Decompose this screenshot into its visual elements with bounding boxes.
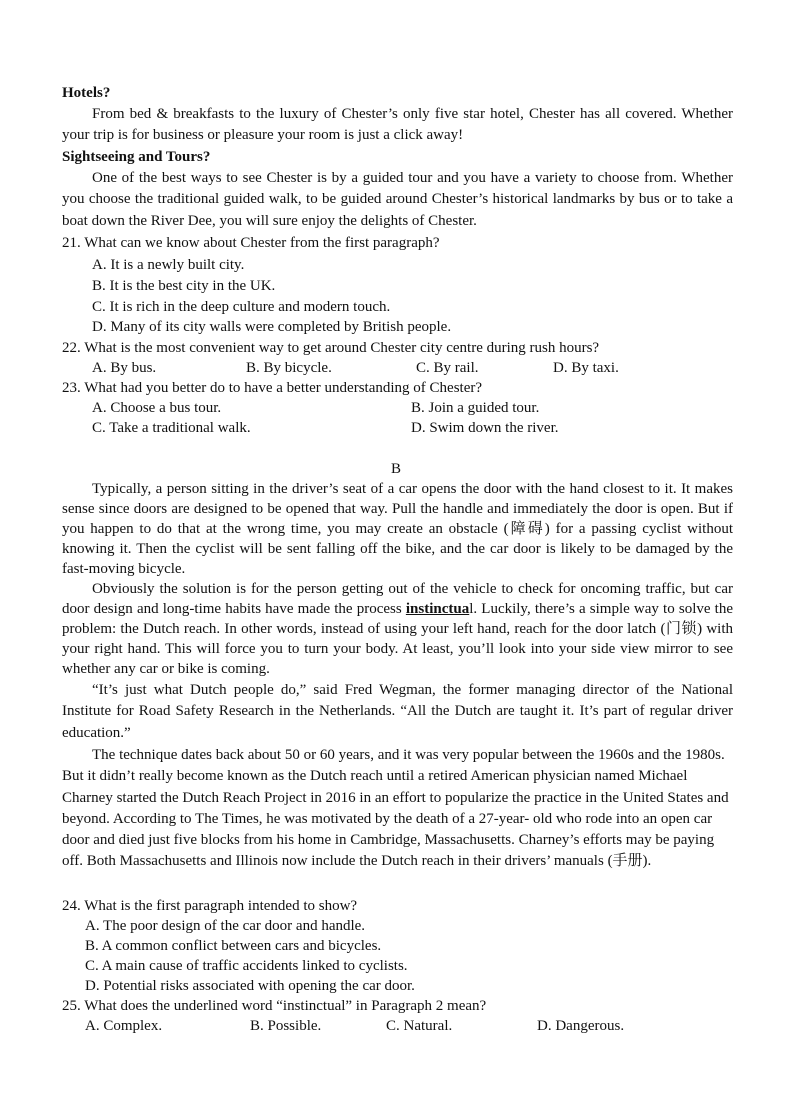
tours-paragraph: One of the best ways to see Chester is by a guided tour and you have a variety to choose from. Whether you choose the traditional guided walk, to be guided around Chester’s historical landmarks by bus or to take a boat down the River Dee, you will sure enjoy the delights of Chester.	[62, 170, 733, 229]
hotels-heading: Hotels?	[62, 85, 111, 101]
option: B. By bicycle.	[246, 360, 332, 376]
option: B. Join a guided tour.	[411, 400, 540, 416]
option: C. Take a traditional walk.	[92, 420, 251, 436]
text: Obviously the solution is for the person getting out of the vehicle to check for oncoming traffic, but car door design and long-time habits have made the process	[62, 581, 733, 617]
passage-b-paragraph-4: The technique dates back about 50 or 60 years, and it was very popular between the 1960s and the 1980s. But it didn’t really become known as the Dutch reach until a retired American physician named Michael Charney started the Dutch Reach Project in 2016 in an effort to popularize the practice in the United States and beyond. According to The Times, he was motivated by the death of a 27-year- old who rode into an open car door and died just five blocks from his home in Cambridge, Massachusetts. Charney’s efforts may be paying off. Both Massachusetts and Illinois now include the Dutch reach in their drivers’ manuals (手册).	[62, 747, 729, 870]
passage-b-paragraph-2	[62, 579, 733, 679]
hotels-paragraph: From bed & breakfasts to the luxury of Chester’s only five star hotel, Chester has all covered. Whether your trip is for business or pleasure your room is just a click away!	[62, 106, 733, 144]
option: D. Dangerous.	[537, 1018, 625, 1034]
question-25: 25. What does the underlined word “instinctual” in Paragraph 2 mean?	[62, 998, 487, 1014]
question-24: 24. What is the first paragraph intended to show?	[62, 898, 358, 914]
option: D. Many of its city walls were completed by British people.	[92, 319, 452, 335]
option: A. Complex.	[85, 1018, 163, 1034]
underlined-word: instinctua	[405, 601, 470, 617]
option: A. The poor design of the car door and handle.	[85, 918, 366, 934]
option: D. By taxi.	[553, 360, 619, 376]
question-23: 23. What had you better do to have a better understanding of Chester?	[62, 380, 483, 396]
option: A. It is a newly built city.	[92, 257, 245, 273]
option: C. A main cause of traffic accidents linked to cyclists.	[85, 958, 408, 974]
question-21: 21. What can we know about Chester from the first paragraph?	[62, 235, 440, 251]
option: A. By bus.	[92, 360, 157, 376]
passage-b-paragraph-1: Typically, a person sitting in the driver’s seat of a car opens the door with the hand closest to it. It makes sense since doors are designed to be opened that way. Pull the handle and immediately the door is open. But if you happen to do that at the wrong time, you may create an obstacle (障碍) for a passing cyclist without knowing it. Then the cyclist will be sent falling off the bike, and the car door is likely to be damaged by the fast-moving bicycle.	[62, 481, 733, 577]
option: A. Choose a bus tour.	[92, 400, 222, 416]
option: B. It is the best city in the UK.	[92, 278, 276, 294]
text: l. Luckily, there’s a simple way to solve the problem: the Dutch reach. In other words, instead of using your left hand, reach for the door latch (门锁) with your right hand. This will force you to turn your body. At least, you’ll look into your side view mirror to see whether any car or bike is coming.	[62, 601, 733, 677]
section-b-label: B	[391, 461, 402, 477]
passage-b-paragraph-3: “It’s just what Dutch people do,” said Fred Wegman, the former managing director of the National Institute for Road Safety Research in the Netherlands. “All the Dutch are taught it. It’s part of regular driver education.”	[62, 682, 733, 741]
option: D. Potential risks associated with opening the car door.	[85, 978, 415, 994]
option: D. Swim down the river.	[411, 420, 559, 436]
option: B. Possible.	[250, 1018, 322, 1034]
tours-heading: Sightseeing and Tours?	[62, 149, 211, 165]
question-22: 22. What is the most convenient way to get around Chester city centre during rush hours?	[62, 340, 600, 356]
option: C. Natural.	[386, 1018, 453, 1034]
option: C. By rail.	[416, 360, 479, 376]
option: B. A common conflict between cars and bicycles.	[85, 938, 382, 954]
option: C. It is rich in the deep culture and modern touch.	[92, 299, 391, 315]
